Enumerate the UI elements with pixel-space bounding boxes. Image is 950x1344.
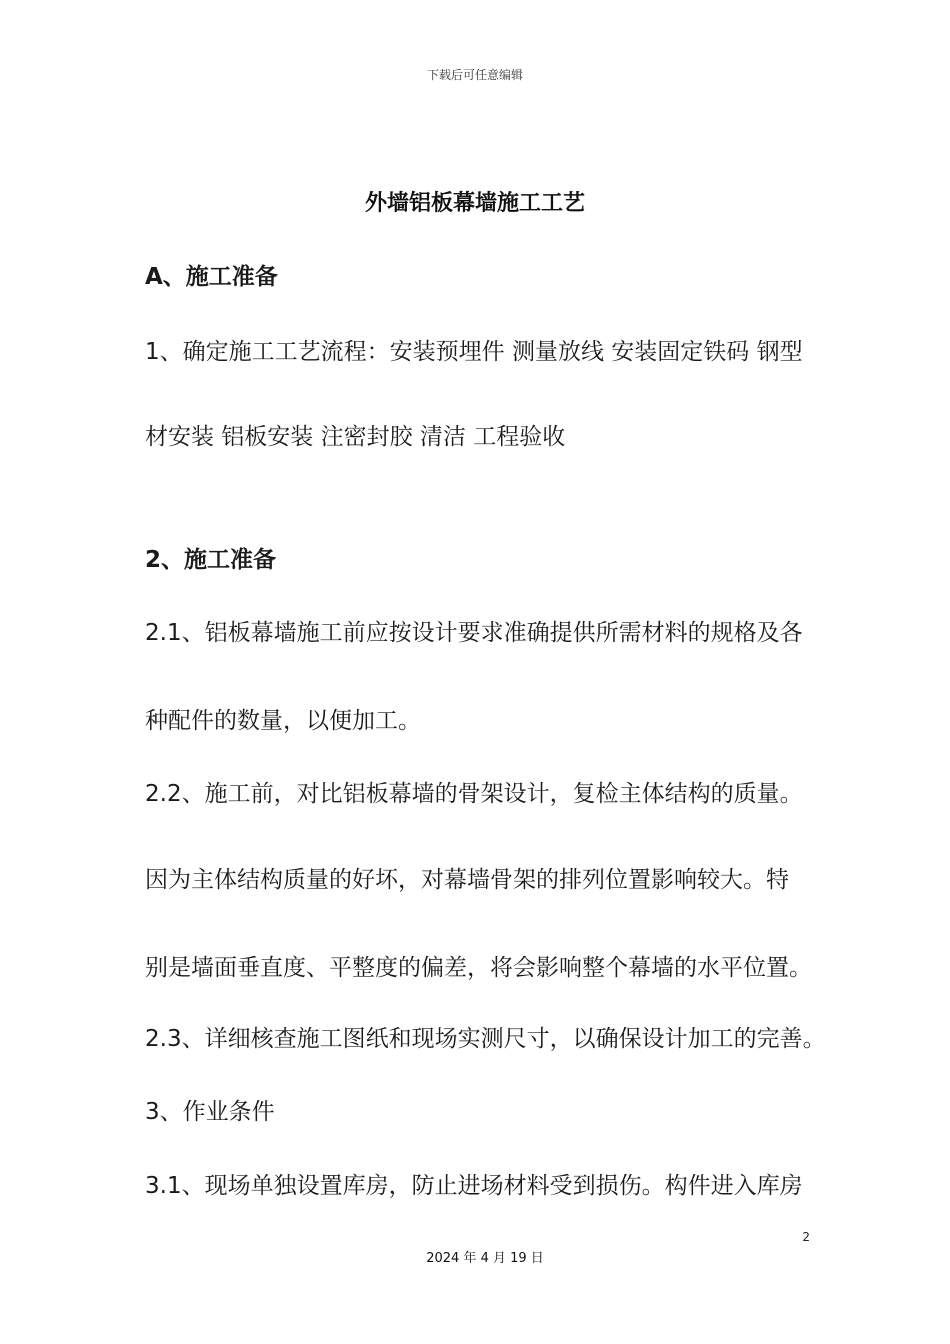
section-heading-2: 2、施工准备 xyxy=(145,547,277,573)
paragraph-line: 2.2、施工前，对比铝板幕墙的骨架设计，复检主体结构的质量。 xyxy=(145,781,803,807)
paragraph-line: 2.1、铝板幕墙施工前应按设计要求准确提供所需材料的规格及各 xyxy=(145,620,803,646)
section-heading-a: A、施工准备 xyxy=(145,264,278,290)
paragraph-line: 别是墙面垂直度、平整度的偏差，将会影响整个幕墙的水平位置。 xyxy=(145,955,812,981)
footer-date: 2024 年 4 月 19 日 xyxy=(426,1251,544,1266)
page-number: 2 xyxy=(802,1230,810,1244)
paragraph-line: 种配件的数量，以便加工。 xyxy=(145,708,421,734)
document-title: 外墙铝板幕墙施工工艺 xyxy=(364,191,585,216)
page-header-note: 下载后可任意编辑 xyxy=(426,68,523,82)
paragraph-line: 1、确定施工工艺流程：安装预埋件 测量放线 安装固定铁码 钢型 xyxy=(145,339,803,365)
paragraph-line: 3.1、现场单独设置库房，防止进场材料受到损伤。构件进入库房 xyxy=(145,1173,803,1199)
paragraph-line: 材安装 铝板安装 注密封胶 清洁 工程验收 xyxy=(145,424,566,450)
paragraph-line: 因为主体结构质量的好坏，对幕墙骨架的排列位置影响较大。特 xyxy=(145,867,789,893)
paragraph-line: 2.3、详细核查施工图纸和现场实测尺寸，以确保设计加工的完善。 xyxy=(145,1026,826,1052)
section-heading-3: 3、作业条件 xyxy=(145,1099,275,1125)
